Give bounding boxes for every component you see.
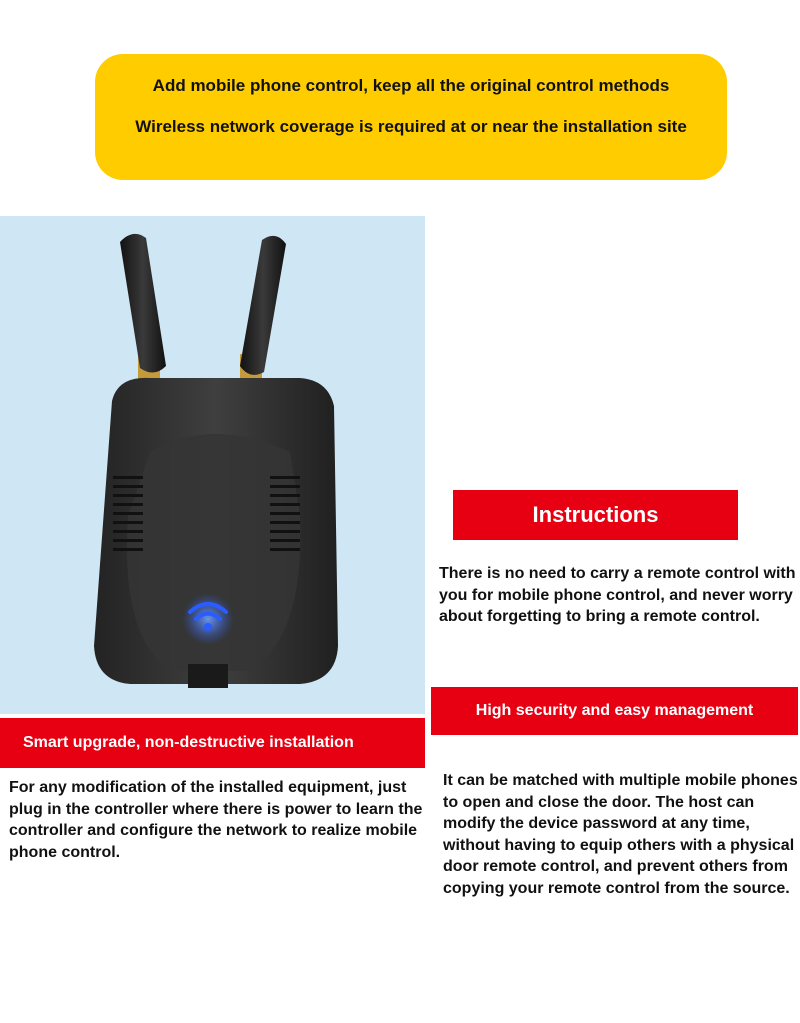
banner-line-2: Wireless network coverage is required at or near the installation site bbox=[135, 117, 687, 136]
smart-upgrade-heading: Smart upgrade, non-destructive installation bbox=[0, 718, 425, 768]
smart-upgrade-text: For any modification of the installed equipment, just plug in the controller where there is power to learn the controller and configure the network to realize mobile phone control. bbox=[9, 779, 423, 861]
right-antenna bbox=[240, 236, 286, 384]
wifi-controller-device-image bbox=[0, 216, 425, 714]
banner-line-1: Add mobile phone control, keep all the original control methods bbox=[152, 76, 670, 95]
security-text: It can be matched with multiple mobile phones to open and close the door. The host can modify the device password at any time, without having to equip others with a physical door remote control, and prevent others from copying your remote control from the source. bbox=[443, 772, 798, 897]
usb-connector bbox=[188, 664, 228, 688]
security-heading: High security and easy management bbox=[431, 687, 798, 735]
right-vent bbox=[270, 476, 300, 551]
wifi-icon bbox=[182, 593, 234, 645]
top-banner bbox=[95, 54, 727, 180]
left-antenna bbox=[120, 234, 166, 384]
instructions-heading: Instructions bbox=[453, 490, 738, 540]
instructions-text: There is no need to carry a remote control with you for mobile phone control, and never worry about forgetting to bring a remote control. bbox=[439, 565, 796, 625]
left-vent bbox=[113, 476, 143, 551]
product-photo bbox=[0, 216, 425, 714]
